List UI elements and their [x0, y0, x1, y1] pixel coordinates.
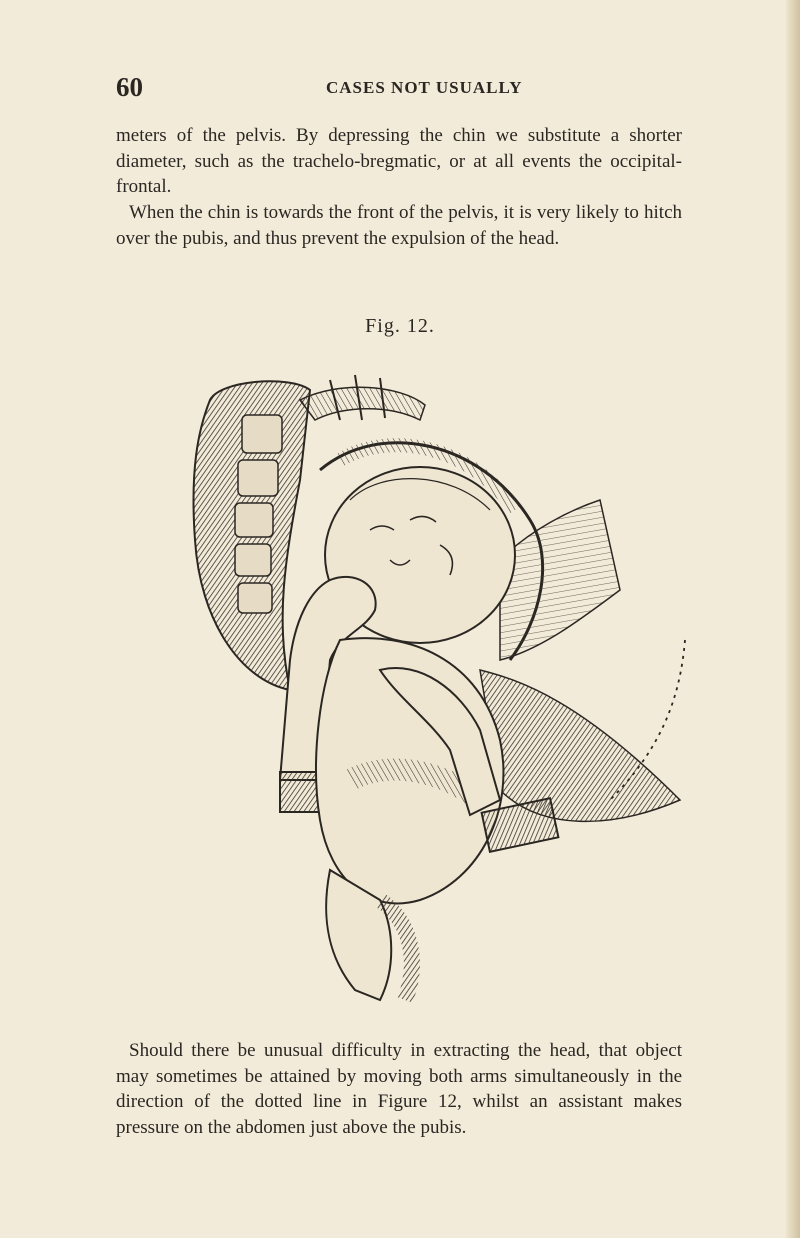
- paragraph-2: When the chin is towards the front of the pelvis, it is very likely to hitch over the pubis, and thus prevent the expulsion of the head.: [116, 202, 682, 249]
- paragraph-1: meters of the pelvis. By depressing the chin we substitute a shorter diameter, such as the trachelo-bregmatic, or at all events the occipital-frontal.: [116, 125, 682, 197]
- paragraph-3: Should there be unusual difficulty in extracting the head, that object may sometimes be attained by moving both arms simultaneously in the direction of the dotted line in Figure 12, whilst an assistant makes pressure on the abdomen just above the pubis.: [116, 1040, 682, 1138]
- page-number: 60: [116, 72, 143, 102]
- pubis-section: [500, 500, 620, 660]
- page-header: [116, 72, 682, 102]
- figure-caption: Fig. 12.: [365, 315, 435, 337]
- running-head: CASES NOT USUALLY: [326, 78, 523, 97]
- abdominal-wall: [300, 387, 425, 420]
- obstetric-illustration: [180, 360, 710, 1010]
- page-edge: [786, 0, 800, 1238]
